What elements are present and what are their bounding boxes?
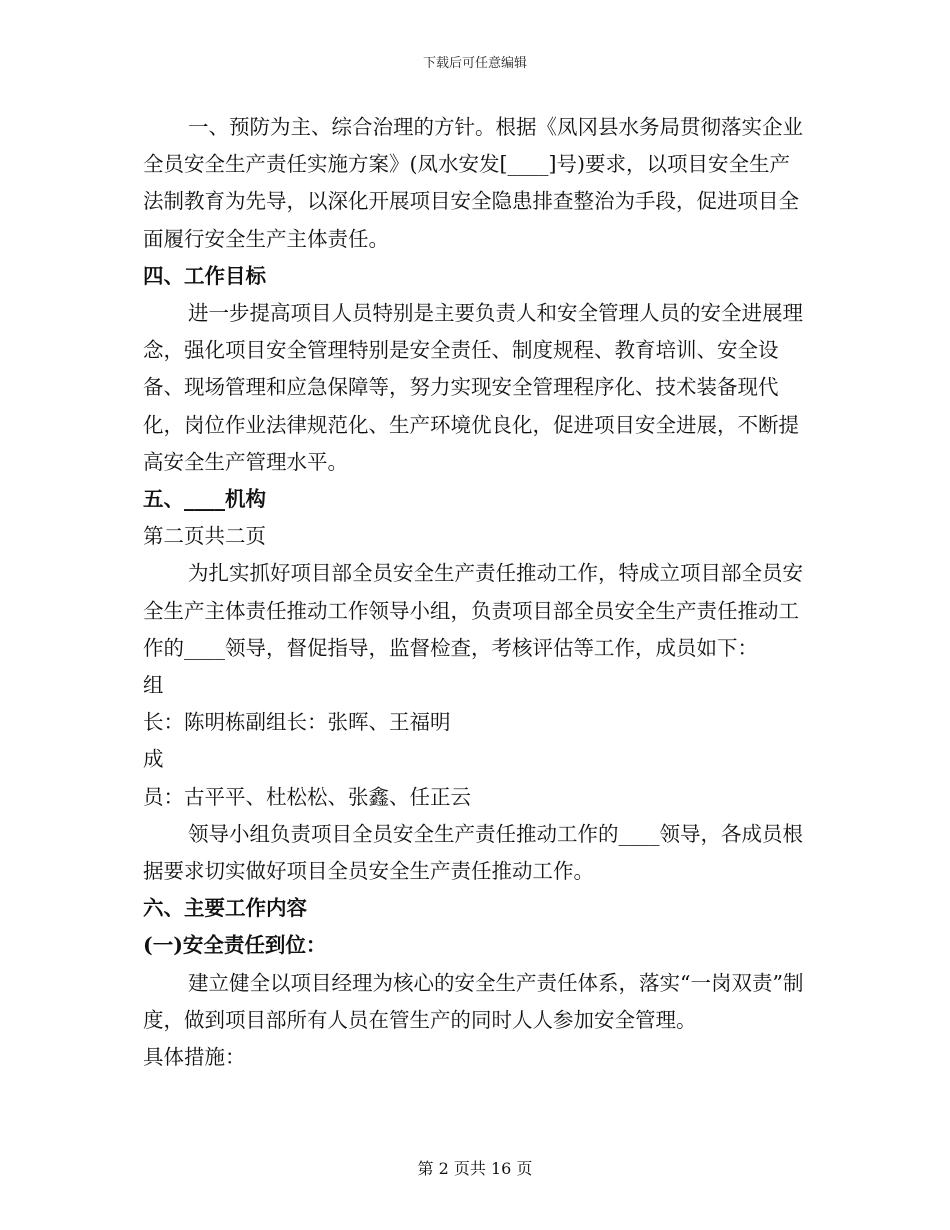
paragraph-group-duty: 领导小组负责项目全员安全生产责任推动工作的____领导，各成员根据要求切实做好项目全员安全生产责任推动工作。 [143,821,803,884]
heading-main-work: 六、主要工作内容 [143,896,307,921]
document-body [143,109,805,1076]
page-header: 下载后可任意编辑 [422,56,527,71]
paragraph-policy: 一、预防为主、综合治理的方针。根据《凤冈县水务局贯彻落实企业全员安全生产责任实施方案》(凤水安发[____]号)要求，以项目安全生产法制教育为先导，以深化开展项目安全隐患排查整治为手段，促进项目全面履行安全生产主体责任。 [143,115,803,251]
member-line: 员：古平平、杜松松、张鑫、任正云 [143,784,471,809]
page-footer: 第 2 页共 16 页 [417,1159,533,1178]
leader-line: 长：陈明栋副组长：张晖、王福明 [143,710,451,735]
paragraph-specific-measures: 具体措施： [143,1045,246,1070]
page-note: 第二页共二页 [143,524,266,549]
paragraph-goals: 进一步提高项目人员特别是主要负责人和安全管理人员的安全进展理念，强化项目安全管理特别是安全责任、制度规程、教育培训、安全设备、现场管理和应急保障等，努力实现安全管理程序化、技术装备现代化，岗位作业法律规范化、生产环境优良化，促进项目安全进展，不断提高安全生产管理水平。 [143,301,803,474]
heading-work-goals: 四、工作目标 [143,263,266,288]
heading-organization: 五、____机构 [143,487,266,512]
paragraph-responsibility-system: 建立健全以项目经理为核心的安全生产责任体系，落实“一岗双责”制度，做到项目部所有人员在管生产的同时人人参加安全管理。 [143,970,804,1032]
label-zu: 组 [143,673,164,698]
label-cheng: 成 [143,747,164,772]
subheading-safety-responsibility: (一)安全责任到位： [143,933,327,958]
paragraph-leading-group: 为扎实抓好项目部全员安全生产责任推动工作，特成立项目部全员安全生产主体责任推动工作领导小组，负责项目部全员安全生产责任推动工作的____领导，督促指导，监督检查，考核评估等工作，成员如下： [143,561,803,660]
